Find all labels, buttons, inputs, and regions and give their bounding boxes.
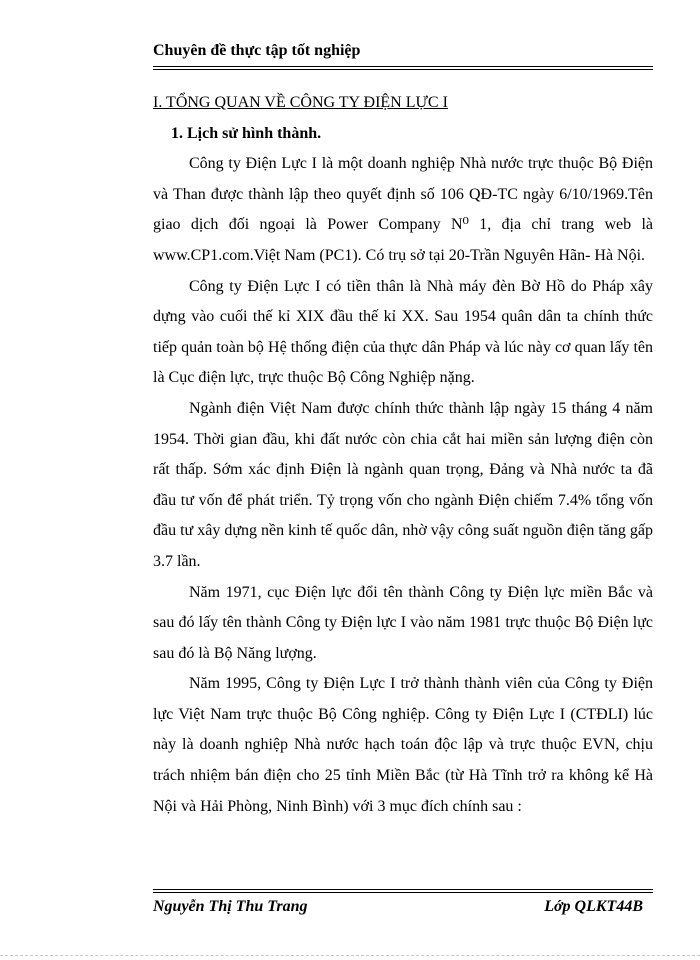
header-rule-top xyxy=(153,66,653,67)
paragraph: Công ty Điện Lực I là một doanh nghiệp Nhà nước trực thuộc Bộ Điện và Than được thành lập theo quyết định số 106 QĐ-TC ngày 6/10/1969.Tên giao dịch đối ngoại là Power Company N⁰ 1, địa chỉ trang web là www.CP1.com.Việt Nam (PC1). Có trụ sở tại 20-Trần Nguyên Hãn- Hà Nội. xyxy=(153,155,653,264)
document-body xyxy=(153,88,653,822)
paragraph: Công ty Điện Lực I có tiền thân là Nhà máy đèn Bờ Hồ do Pháp xây dựng vào cuối thế kỉ XIX đầu thế kỉ XX. Sau 1954 quân dân ta chính thức tiếp quản toàn bộ Hệ thống điện của thực dân Pháp và lúc này cơ quan lấy tên là Cục điện lực, trực thuộc Bộ Công Nghiệp nặng. xyxy=(153,277,653,387)
page-header: Chuyên đề thực tập tốt nghiệp xyxy=(153,42,361,59)
footer-rule-top xyxy=(153,889,653,890)
page-footer xyxy=(153,898,653,916)
paragraph: Năm 1971, cục Điện lực đổi tên thành Công ty Điện lực miền Bắc và sau đó lấy tên thành Công ty Điện lực I vào năm 1981 trực thuộc Bộ Điện lực sau đó là Bộ Năng lượng. xyxy=(153,583,653,662)
page-break-line xyxy=(0,955,700,956)
header-rule-bottom xyxy=(153,69,653,70)
paragraph: Năm 1995, Công ty Điện Lực I trở thành thành viên của Công ty Điện lực Việt Nam trực thuộc Bộ Công nghiệp. Công ty Điện Lực I (CTĐLI) lúc này là doanh nghiệp Nhà nước hạch toán độc lập và trực thuộc EVN, chịu trách nhiệm bán điện cho 25 tỉnh Miền Bắc (từ Hà Tĩnh trở ra không kể Hà Nội và Hải Phòng, Ninh Bình) với 3 mục đích chính sau : xyxy=(153,675,653,815)
paragraph: Ngành điện Việt Nam được chính thức thành lập ngày 15 tháng 4 năm 1954. Thời gian đầu, khi đất nước còn chia cắt hai miền sản lượng điện còn rất thấp. Sớm xác định Điện là ngành quan trọng, Đảng và Nhà nước ta đã đầu tư vốn để phát triển. Tỷ trọng vốn cho ngành Điện chiếm 7.4% tổng vốn đầu tư xây dựng nền kinh tế quốc dân, nhờ vậy công suất nguồn điện tăng gấp 3.7 lần. xyxy=(153,399,653,570)
section-subtitle: 1. Lịch sử hình thành. xyxy=(171,124,322,142)
footer-author: Nguyễn Thị Thu Trang xyxy=(153,898,308,915)
footer-rule-bottom xyxy=(153,892,653,893)
section-title: I. TỔNG QUAN VỀ CÔNG TY ĐIỆN LỰC I xyxy=(153,94,448,111)
footer-class: Lớp QLKT44B xyxy=(544,898,643,915)
